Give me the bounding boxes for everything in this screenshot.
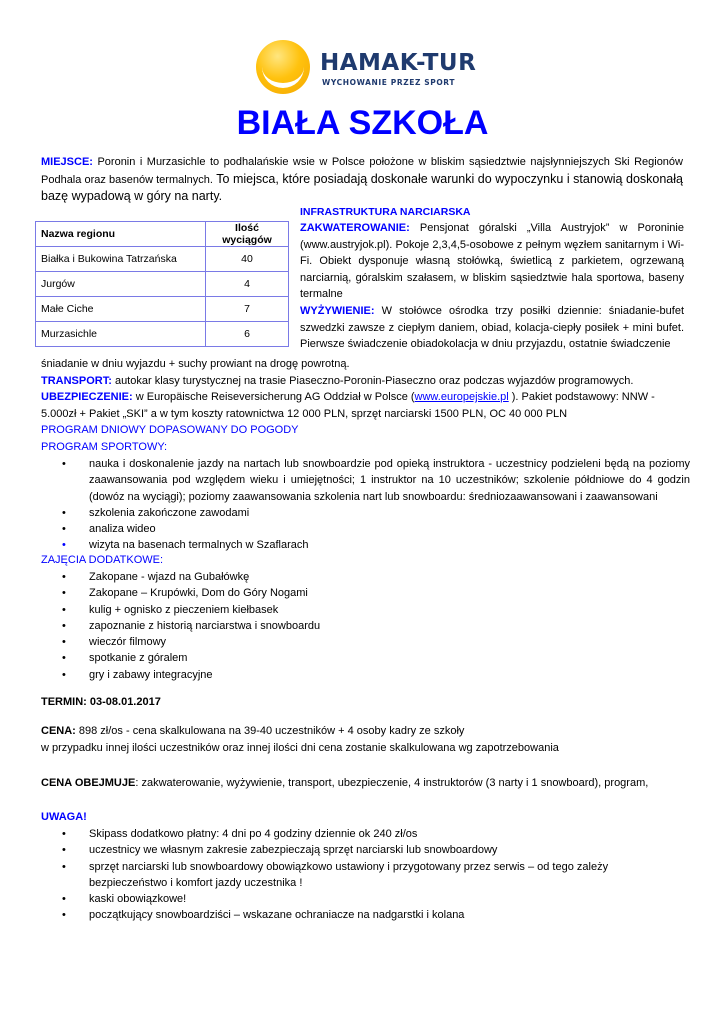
miejsce-text1: Poronin i Murzasichle to podhalańskie wsie w Polsce położone w bliskim sąsiedztwie najsłynniejszych Ski Regionów Podhala oraz basenów termalnych. — [41, 156, 683, 186]
logo-tagline: WYCHOWANIE PRZEZ SPORT — [322, 78, 456, 87]
list-item: • szkolenia zakończone zawodami — [62, 505, 690, 521]
bullet-icon: • — [62, 828, 66, 840]
bullet-icon: • — [62, 571, 66, 583]
bullet-icon: • — [62, 652, 66, 665]
regions-table — [35, 221, 289, 347]
cena-text: 898 zł/os - cena skalkulowana na 39-40 uczestników + 4 osoby kadry ze szkoły — [75, 725, 465, 737]
bullet-icon: • — [62, 636, 66, 649]
bullet-icon: • — [62, 603, 66, 616]
bullet-icon: • — [62, 909, 66, 922]
cena-paragraph — [41, 723, 701, 740]
cena-obejmuje-text: : zakwaterowanie, wyżywienie, transport, ubezpieczenie, 4 instruktorów (3 narty i 1 snowboard), program, — [135, 777, 649, 789]
bullet-icon: • — [62, 523, 66, 536]
list-item: • początkujący snowboardziści – wskazane ochraniacze na nadgarstki i kolana — [62, 907, 662, 923]
program-sportowy-list — [62, 456, 690, 554]
cena-obejmuje-label: CENA OBEJMUJE — [41, 777, 136, 789]
bullet-icon: • — [62, 506, 66, 519]
bullet-icon: • — [62, 860, 66, 873]
hamak-tur-logo — [252, 38, 512, 98]
wyzywienie-label: WYŻYWIENIE: — [300, 305, 375, 317]
transport-label: TRANSPORT: — [41, 375, 112, 387]
bullet-icon: • — [62, 844, 66, 857]
miejsce-label: MIEJSCE: — [41, 156, 93, 168]
region-name: Murzasichle — [36, 322, 206, 347]
region-name: Białka i Bukowina Tatrzańska — [36, 247, 206, 272]
infrastruktura-heading: INFRASTRUKTURA NARCIARSKA — [300, 206, 471, 218]
header-lifts: Ilość wyciągów — [206, 222, 289, 247]
zakwaterowanie-paragraph — [300, 220, 684, 303]
program-sportowy-heading: PROGRAM SPORTOWY: — [41, 441, 168, 453]
wyzywienie-text: W stołówce ośrodka trzy posiłki dziennie: śniadanie-bufet szwedzki zawsze z ciepłym daniem, obiad, kolacja-ciepły posiłek + mini bufet. Pierwsze świadczenie obiadokolacja w dniu przyjazdu, ostatnie świadczenie — [300, 305, 684, 350]
list-item: • wizyta na basenach termalnych w Szaflarach — [62, 537, 690, 553]
lift-count: 40 — [206, 247, 289, 272]
list-item: • uczestnicy we własnym zakresie zabezpieczają sprzęt narciarski lub snowboardowy — [62, 842, 662, 858]
sun-ball-icon — [256, 40, 310, 94]
bullet-icon: • — [62, 893, 66, 906]
table-header-row — [36, 222, 289, 247]
list-item: • Zakopane – Krupówki, Dom do Góry Nogami — [62, 585, 690, 601]
region-name: Małe Ciche — [36, 297, 206, 322]
cena-label: CENA: — [41, 725, 76, 737]
zakwaterowanie-text: Pensjonat góralski „Villa Austryjok” w Poroninie (www.austryjok.pl). Pokoje 2,3,4,5-osobowe z pełnym węzłem sanitarnym i Wi-Fi. Obiekt dysponuje własną stołówką, świetlicą z parkietem, ogrzewaną narciarnią, góralskim szałasem, w bliskim sąsiedztwie hala sportowa, baseny termalne — [300, 222, 684, 300]
list-item: • sprzęt narciarski lub snowboardowy obowiązkowo ustawiony i przygotowany przez serwis – od tego zależy bezpieczeństwo i komfort jazdy uczestnika ! — [62, 860, 609, 889]
region-name: Jurgów — [36, 272, 206, 297]
lift-count: 6 — [206, 322, 289, 347]
zajecia-list — [62, 569, 690, 683]
ubezpieczenie-text-after: ). Pakiet podstawowy: NNW - 5.000zł + Pakiet „SKI” a w tym koszty ratownictwa 12 000 PLN, sprzęt narciarski 1500 PLN, OC 40 000 PLN — [41, 391, 655, 420]
lift-count: 4 — [206, 272, 289, 297]
table-row — [36, 247, 289, 272]
list-item: • kulig + ognisko z pieczeniem kiełbasek — [62, 602, 690, 618]
europejskie-link[interactable]: www.europejskie.pl — [414, 391, 509, 403]
list-item: • kaski obowiązkowe! — [62, 891, 662, 907]
bullet-icon: • — [62, 668, 66, 681]
cena-line2: w przypadku innej ilości uczestników oraz innej ilości dni cena zostanie skalkulowana wg zapotrzebowania — [41, 742, 559, 754]
bullet-icon: • — [62, 458, 66, 470]
list-item: • wieczór filmowy — [62, 634, 690, 650]
wyzywienie-continuation: śniadanie w dniu wyjazdu + suchy prowiant na drogę powrotną. — [41, 358, 350, 370]
list-item: • Zakopane - wjazd na Gubałówkę — [62, 569, 690, 585]
wyzywienie-paragraph — [300, 303, 684, 353]
uwaga-list — [62, 826, 662, 924]
list-item: • spotkanie z góralem — [62, 650, 690, 666]
table-row — [36, 272, 289, 297]
list-item: • Skipass dodatkowo płatny: 4 dni po 4 godziny dziennie ok 240 zł/os — [62, 826, 662, 842]
termin: TERMIN: 03-08.01.2017 — [41, 696, 161, 708]
miejsce-text2: To miejsca, które posiadają doskonałe warunki do wypoczynku i stanowią doskonałą bazę wypadową w góry na narty. — [41, 171, 683, 203]
transport-text: autokar klasy turystycznej na trasie Piaseczno-Poronin-Piaseczno oraz podczas wyjazdów programowych. — [111, 375, 634, 387]
uwaga-heading: UWAGA! — [41, 811, 87, 823]
bullet-icon: • — [62, 539, 66, 552]
bullet-icon: • — [62, 619, 66, 632]
logo-name: HAMAK-TUR — [320, 50, 477, 76]
ubezpieczenie-paragraph — [41, 389, 661, 422]
list-item: • zapoznanie z historią narciarstwa i snowboardu — [62, 618, 690, 634]
page-title: BIAŁA SZKOŁA — [236, 104, 489, 142]
cena-obejmuje-paragraph — [41, 775, 711, 792]
table-row — [36, 297, 289, 322]
bullet-icon: • — [62, 587, 66, 600]
list-item: • analiza wideo — [62, 521, 690, 537]
program-dniowy-heading: PROGRAM DNIOWY DOPASOWANY DO POGODY — [41, 424, 299, 436]
table-row — [36, 322, 289, 347]
ubezpieczenie-text-before: w Europäische Reiseversicherung AG Oddział w Polsce ( — [132, 391, 415, 403]
lift-count: 7 — [206, 297, 289, 322]
ubezpieczenie-label: UBEZPIECZENIE: — [41, 391, 133, 403]
miejsce-paragraph — [41, 154, 683, 206]
list-item: • gry i zabawy integracyjne — [62, 667, 690, 683]
header-region: Nazwa regionu — [36, 222, 206, 247]
zajecia-heading: ZAJĘCIA DODATKOWE: — [41, 554, 164, 566]
list-item: • nauka i doskonalenie jazdy na nartach lub snowboardzie pod opieką instruktora - uczestnicy podzieleni będą na poziomy zaawansowania pod względem wieku i umiejętności; 1 instruktor na 10 uczestników; szkolenie półdniowe do 4 godzin (dowóz na wyciągi); poziomy zaawansowania szkolenia nart lub snowboardu: średniozaawansowani i zaawansowani — [62, 458, 690, 503]
zakwaterowanie-label: ZAKWATEROWANIE: — [300, 222, 410, 234]
transport-paragraph — [41, 373, 691, 390]
